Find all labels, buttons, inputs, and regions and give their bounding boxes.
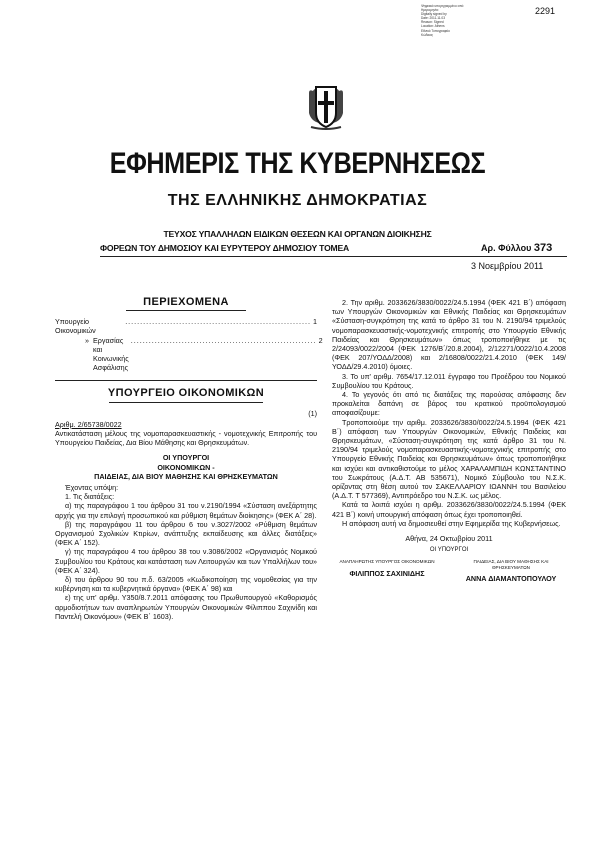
paragraph: γ) της παραγράφου 4 του άρθρου 38 του ν.3086/2002 «Οργανισμός Νομικού Συμβουλίου του Κράτους και κατάσταση των Λειτουργών και των Υπαλλήλων του» (ΦΕΚ Α΄ 324). [55, 547, 317, 575]
stamp-line: Location: Athens [421, 24, 445, 29]
decision-intro: Αντικατάσταση μέλους της νομοπαρασκευαστικής - νομοτεχνικής Επιτροπής του Υπουργείου Παιδείας, Δια Βίου Μάθησης και Θρησκευμάτων. [55, 429, 317, 448]
toc-page: 2 [318, 335, 323, 345]
decision-heading-line: ΠΑΙΔΕΙΑΣ, ΔΙΑ ΒΙΟΥ ΜΑΘΗΣΗΣ ΚΑΙ ΘΡΗΣΚΕΥΜΑΤΩΝ [94, 471, 278, 481]
ministry-heading: ΥΠΟΥΡΓΕΙΟ ΟΙΚΟΝΟΜΙΚΩΝ [107, 387, 265, 400]
paragraph: 1. Τις διατάξεις: [65, 492, 115, 502]
sheet-number [481, 242, 552, 254]
digital-signature-stamp [421, 4, 473, 37]
issue-date: 3 Νοεμβρίου 2011 [471, 261, 544, 271]
gazette-title: ΕΦΗΜΕΡΙΣ ΤΗΣ ΚΥΒΕΡΝΗΣΕΩΣ [109, 147, 486, 180]
decision-marker: (1) [308, 408, 317, 418]
sheet-label: Αρ. Φύλλου [481, 243, 532, 253]
paragraph: Κατά τα λοιπά ισχύει η αριθμ. 2033626/3830/0022/24.5.1994 (ΦΕΚ 421 Β΄) κοινή υπουργική απόφαση όπως έχει τροποποιηθεί. [332, 500, 566, 519]
issue-type-line2: ΦΟΡΕΩΝ ΤΟΥ ΔΗΜΟΣΙΟΥ ΚΑΙ ΕΥΡΥΤΕΡΟΥ ΔΗΜΟΣΙΟΥ ΤΟΜΕΑ [100, 243, 350, 253]
stamp-line: Κώδικας [421, 32, 433, 37]
toc-row[interactable] [55, 335, 323, 373]
ministry-rule [109, 402, 263, 403]
signer-name: ΦΙΛΙΠΠΟΣ ΣΑΧΙΝΙΔΗΣ [349, 568, 425, 578]
toc-heading: ΠΕΡΙΕΧΟΜΕΝΑ [143, 296, 229, 308]
paragraph: ε) της υπ' αριθμ. Υ350/8.7.2011 απόφασης του Πρωθυπουργού «Καθορισμός αρμοδιοτήτων των αναπληρωτών Υπουργών Οικονομικών Φίλιππου Σαχινίδη και Παντελή Οικονόμου» (ΦΕΚ Β΄ 1603). [55, 593, 317, 621]
issue-type-line1: ΤΕΥΧΟΣ ΥΠΑΛΛΗΛΩΝ ΕΙΔΙΚΩΝ ΘΕΣΕΩΝ ΚΑΙ ΟΡΓΑΝΩΝ ΔΙΟΙΚΗΣΗΣ [163, 229, 432, 239]
signer-role: ΑΝΑΠΛΗΡΩΤΗΣ ΥΠΟΥΡΓΟΣ ΟΙΚΟΝΟΜΙΚΩΝ [339, 559, 435, 565]
paragraph: 3. Το υπ' αριθμ. 7654/17.12.011 έγγραφο του Προέδρου του Νομικού Συμβουλίου του Κράτους. [332, 371, 566, 390]
signer [456, 559, 566, 583]
paragraph: 2. Την αριθμ. 2033626/3830/0022/24.5.1994 (ΦΕΚ 421 Β΄) απόφαση των Υπουργών Οικονομικών και Εθνικής Παιδείας και Θρησκευμάτων «Σύσταση-συγκρότηση της κατά το άρθρο 31 του Ν. 2190/94 τριμελούς νομοπαρασκευαστικής-νομοτεχνικής επιτροπής στο Υπουργείο Εθνικής Παιδείας και Θρησκευμάτων» όπως τροποποιήθηκε με τις 2/24093/0022/2004 (ΦΕΚ 1276/Β΄/20.8.2004), 2/12271/0022/10.4.2008 (ΦΕΚ 207/ΥΟΔΔ/2008) και 2/16808/0022/21.4.2010 (ΦΕΚ 149/ΥΟΔΔ/29.4.2010) όμοιες. [332, 298, 566, 372]
toc-page: 1 [313, 317, 317, 327]
decision-heading-line: ΟΙΚΟΝΟΜΙΚΩΝ - [157, 462, 215, 472]
gazette-subtitle: ΤΗΣ ΕΛΛΗΝΙΚΗΣ ΔΗΜΟΚΡΑΤΙΑΣ [167, 192, 428, 209]
paragraph: Η απόφαση αυτή να δημοσιευθεί στην Εφημερίδα της Κυβερνήσεως. [342, 518, 561, 528]
toc-leader: .............................................................. [130, 335, 317, 345]
paragraph: Τροποποιούμε την αριθμ. 2033626/3830/0022/24.5.1994 (ΦΕΚ 421 Β΄) απόφαση των Υπουργών Οικονομικών, Εθνικής Παιδείας και Θρησκευμάτων, «Σύσταση-συγκρότηση της κατά άρθρο 31 του Ν. 2190/94 τριμελούς νομοπαρασκευαστικής-νομοτεχνικής επιτροπής στο Υπουργείο Εθνικής Παιδείας και Θρησκευμάτων» όπως τροποποιήθηκε και ισχύει και αντικαθιστούμε το μέλος ΧΑΡΑΛΑΜΠΙΔΗ ΚΩΝΣΤΑΝΤΙΝΟ του Σωκράτους (Α.Δ.Τ. ΑΒ 535671), Νομικό Σύμβουλο του Ν.Σ.Κ. ορίζοντας στη θέση αυτού τον ΣΑΚΕΛΛΑΡΙΟΥ ΙΩΑΝΝΗ του Βασιλείου (Α.Δ.Τ. Τ 577369), Αντιπρόεδρο του Ν.Σ.Κ. ως μέλος. [332, 417, 566, 501]
paragraph: δ) του άρθρου 90 του π.δ. 63/2005 «Κωδικοποίηση της νομοθεσίας για την κυβέρνηση και τα κυβερνητικά όργανα» (ΦΕΚ Α΄ 98) και [55, 575, 317, 594]
signer-role: ΠΑΙΔΕΙΑΣ, ΔΙΑ ΒΙΟΥ ΜΑΘΗΣΗΣ ΚΑΙ ΘΡΗΣΚΕΥΜΑΤΩΝ [473, 559, 549, 570]
decision-heading-line: ΟΙ ΥΠΟΥΡΓΟΙ [162, 453, 210, 463]
page-number: 2291 [535, 6, 556, 16]
section-rule [55, 380, 317, 381]
toc-row[interactable] [55, 317, 317, 335]
stamp-line: Εθνικό Τυπογραφείο [421, 28, 450, 33]
toc-label: Εργασίας και Κοινωνικής Ασφάλισης [93, 335, 129, 373]
place-date: Αθήνα, 24 Οκτωβρίου 2011 [405, 534, 493, 544]
sheet-number-value: 373 [533, 242, 553, 254]
stamp-line: Reason: Signed [421, 20, 444, 25]
toc-label: Υπουργείο Οικονομικών [55, 317, 96, 336]
paragraph: 4. Το γεγονός ότι από τις διατάξεις της παρούσας απόφασης δεν προκαλείται δαπάνη σε βάρος του κρατικού προϋπολογισμού αποφασίζουμε: [332, 390, 566, 418]
toc-ditto: » [85, 335, 89, 345]
signers-heading: ΟΙ ΥΠΟΥΡΓΟΙ [429, 547, 469, 554]
toc-rule [126, 310, 246, 311]
stamp-line: Ψηφιακά υπογεγραμμένο από [421, 4, 464, 8]
signer-name: ΑΝΝΑ ΔΙΑΜΑΝΤΟΠΟΥΛΟΥ [465, 573, 557, 583]
header-rule [100, 256, 567, 257]
stamp-line: Digitally signed by [421, 12, 447, 17]
left-column [55, 296, 323, 621]
stamp-line: Date: 2011.11.03 [421, 16, 445, 21]
decision-ref: Αριθμ. 2/65738/0022 [55, 419, 122, 429]
signer [332, 559, 442, 583]
paragraph: Έχοντας υπόψη: [65, 483, 119, 493]
signatures [332, 559, 566, 583]
right-column [332, 298, 566, 583]
stamp-line: Ημερομηνία: [421, 8, 439, 13]
greek-coat-of-arms-icon [305, 83, 347, 131]
paragraph: β) της παραγράφου 11 του άρθρου 6 του ν.3027/2002 «Ρύθμιση θεμάτων Οργανισμού Σχολικών Κτιρίων, ανάπτυξης εκπαίδευσης και άλλες διατάξεις» (ΦΕΚ Α΄ 152). [55, 519, 317, 548]
toc-leader: .............................................................. [125, 317, 311, 327]
paragraph: α) της παραγράφου 1 του άρθρου 31 του ν.2190/1994 «Σύσταση ανεξάρτητης αρχής για την επιλογή προσωπικού και ρύθμιση θεμάτων διοίκησης» (ΦΕΚ Α΄ 28). [55, 501, 317, 520]
